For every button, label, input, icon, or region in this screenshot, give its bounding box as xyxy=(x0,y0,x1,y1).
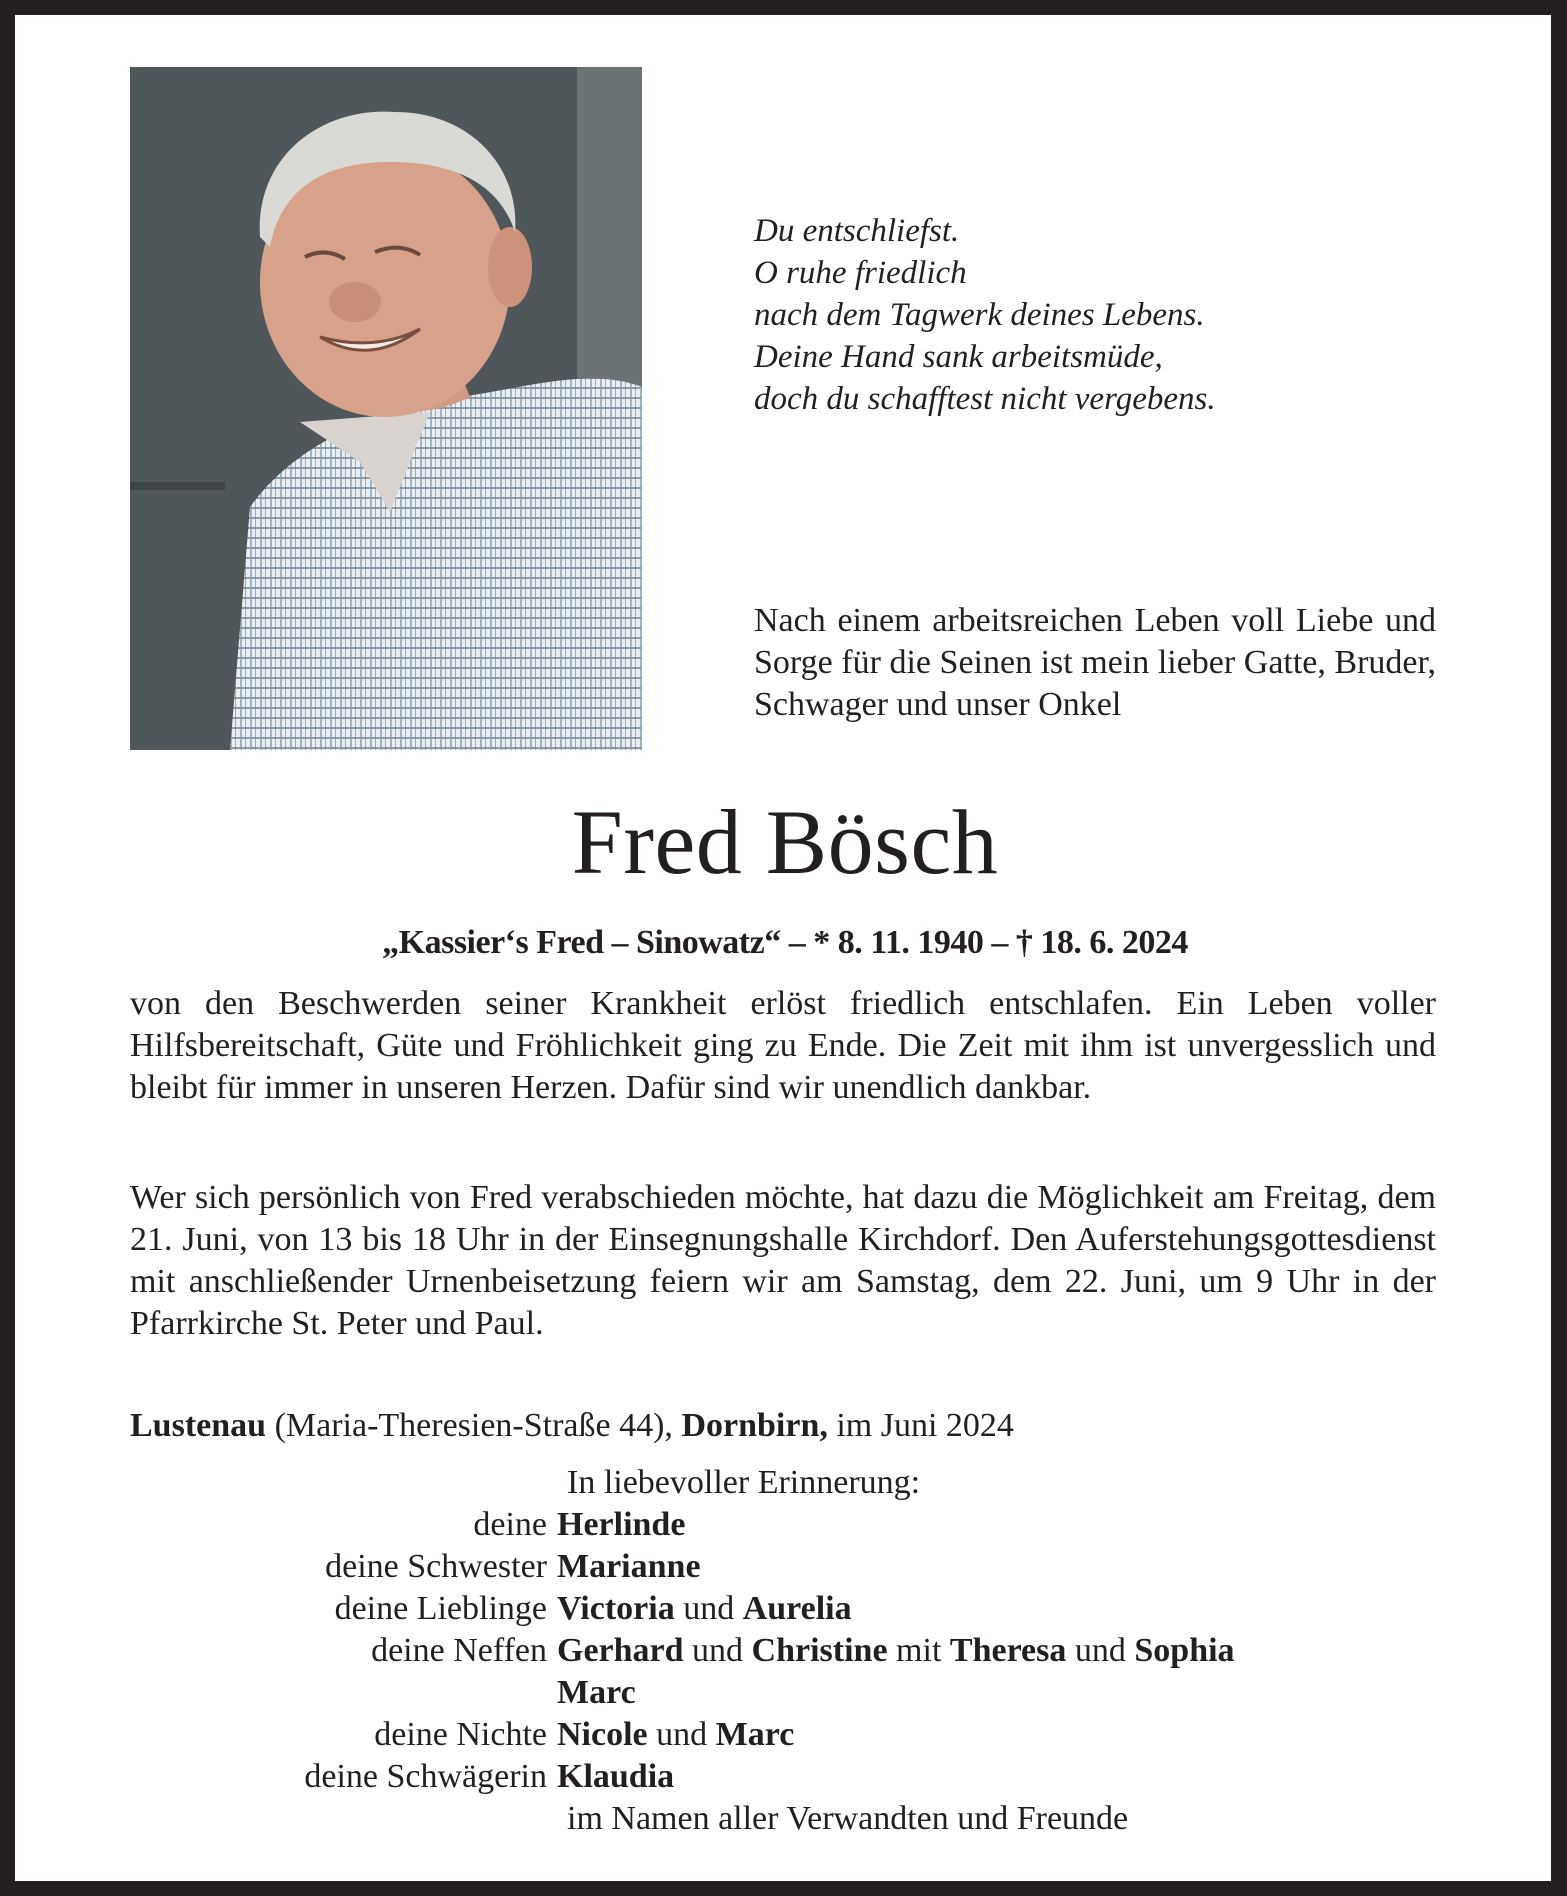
family-names xyxy=(557,1588,852,1630)
family-connector: und xyxy=(647,1716,716,1753)
family-relation: deine Lieblinge xyxy=(334,1590,547,1627)
deceased-name: Fred Bösch xyxy=(571,791,999,893)
portrait-image-icon xyxy=(130,67,642,750)
family-names xyxy=(557,1546,701,1588)
family-relation xyxy=(130,1672,557,1714)
family-connector: und xyxy=(1066,1632,1135,1669)
address: (Maria-Theresien-Straße 44), xyxy=(266,1407,682,1444)
family-row xyxy=(130,1588,1235,1630)
portrait-photo xyxy=(130,67,642,750)
family-member-name: Christine xyxy=(751,1632,888,1669)
family-row xyxy=(130,1672,1235,1714)
family-relation: deine Schwägerin xyxy=(304,1758,547,1795)
family-row xyxy=(130,1546,1235,1588)
town-lustenau: Lustenau xyxy=(130,1407,267,1444)
town-dornbirn: Dornbirn, xyxy=(681,1407,828,1444)
family-member-name: Marc xyxy=(715,1716,795,1753)
family-names xyxy=(557,1630,1235,1672)
poem-line: Deine Hand sank arbeitsmüde, xyxy=(754,339,1163,375)
family-connector: mit xyxy=(887,1632,950,1669)
family-names xyxy=(557,1672,636,1714)
poem xyxy=(754,210,1216,420)
family-member-name: Herlinde xyxy=(557,1506,686,1543)
family-member-name: Marc xyxy=(557,1674,636,1711)
family-connector: und xyxy=(683,1632,752,1669)
family-names xyxy=(557,1714,794,1756)
family-relation: deine xyxy=(473,1506,547,1543)
body-paragraph-2: Wer sich persönlich von Fred verabschieden möchte, hat dazu die Möglichkeit am Freitag, dem 21. Juni, von 13 bis 18 Uhr in der Einsegnungshalle Kirchdorf. Den Auferstehungsgottesdienst mit anschließender Urnenbeisetzung feiern wir am Samstag, dem 22. Juni, um 9 Uhr in der Pfarrkirche St. Peter und Paul. xyxy=(130,1179,1436,1342)
family-names xyxy=(557,1756,674,1798)
obituary-page xyxy=(15,15,1551,1881)
poem-line: doch du schafftest nicht vergebens. xyxy=(754,381,1216,417)
intro-paragraph: Nach einem arbeitsreichen Leben voll Liebe und Sorge für die Seinen ist mein lieber Gatte, Bruder, Schwager und unser Onkel xyxy=(754,602,1436,723)
family-member-name: Nicole xyxy=(557,1716,648,1753)
family-relation: deine Neffen xyxy=(371,1632,547,1669)
body-paragraph-1: von den Beschwerden seiner Krankheit erlöst friedlich entschlafen. Ein Leben voller Hilfsbereitschaft, Güte und Fröhlichkeit ging zu Ende. Die Zeit mit ihm ist unvergesslich und bleibt für immer in unseren Herzen. Dafür sind wir unendlich dankbar. xyxy=(130,985,1436,1106)
family-member-name: Sophia xyxy=(1134,1632,1235,1669)
family-row xyxy=(130,1630,1235,1672)
poem-line: O ruhe friedlich xyxy=(754,255,967,291)
family-member-name: Theresa xyxy=(949,1632,1067,1669)
family-connector: und xyxy=(674,1590,743,1627)
poem-line: nach dem Tagwerk deines Lebens. xyxy=(754,297,1205,333)
family-member-name: Marianne xyxy=(557,1548,701,1585)
closing-line: im Namen aller Verwandten und Freunde xyxy=(567,1800,1129,1837)
family-names xyxy=(557,1504,685,1546)
nickname-and-dates: „Kassier‘s Fred – Sinowatz“ – * 8. 11. 1940 – † 18. 6. 2024 xyxy=(382,924,1188,961)
family-row xyxy=(130,1504,1235,1546)
place-and-date xyxy=(130,1405,1014,1447)
family-list xyxy=(130,1504,1235,1798)
family-member-name: Aurelia xyxy=(742,1590,852,1627)
family-relation: deine Nichte xyxy=(374,1716,547,1753)
family-row xyxy=(130,1756,1235,1798)
family-member-name: Gerhard xyxy=(557,1632,684,1669)
family-row xyxy=(130,1714,1235,1756)
family-member-name: Klaudia xyxy=(557,1758,675,1795)
family-relation: deine Schwester xyxy=(325,1548,547,1585)
poem-line: Du entschliefst. xyxy=(754,213,960,249)
remembrance-heading: In liebevoller Erinnerung: xyxy=(567,1464,921,1501)
family-member-name: Victoria xyxy=(557,1590,675,1627)
month-year: im Juni 2024 xyxy=(827,1407,1014,1444)
